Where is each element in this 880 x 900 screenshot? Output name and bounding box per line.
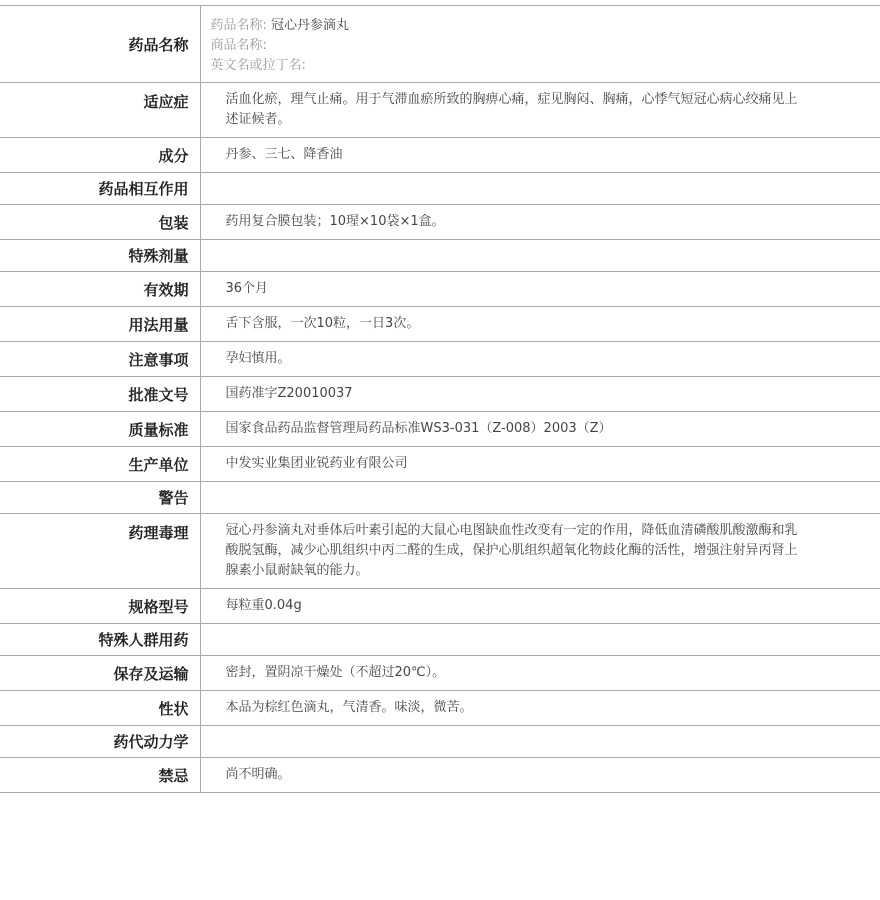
row-drug-name [0,6,880,83]
row-label: 特殊人群用药 [0,624,200,656]
row-label: 药品相互作用 [0,173,200,205]
row-label: 有效期 [0,272,200,307]
row-value [200,173,880,205]
row-expiry [0,272,880,307]
generic-name-line [211,16,801,36]
row-value: 尚不明确。 [200,758,880,793]
row-value: 冠心丹参滴丸对垂体后叶素引起的大鼠心电图缺血性改变有一定的作用，降低血清磷酸肌酸激酶和乳酸脱氢酶，减少心肌组织中丙二醛的生成，保护心肌组织超氧化物歧化酶的活性，增强注射异丙肾上腺素小鼠耐缺氧的能力。 [200,514,880,589]
generic-name-label: 药品名称: [210,18,267,33]
row-value: 丹参、三七、降香油 [200,138,880,173]
row-value [200,6,880,83]
row-pharmacology [0,514,880,589]
latin-name-line [211,56,801,76]
row-label: 性状 [0,691,200,726]
row-manufacturer [0,447,880,482]
row-value: 中发实业集团业锐药业有限公司 [200,447,880,482]
row-value: 活血化瘀，理气止痛。用于气滞血瘀所致的胸痹心痛，症见胸闷、胸痛，心悸气短冠心病心绞痛见上述证候者。 [200,83,880,138]
row-usage [0,307,880,342]
row-precautions [0,342,880,377]
drug-info-table [0,5,880,793]
row-contraindications [0,758,880,793]
row-value: 本品为棕红色滴丸，气清香。味淡，微苦。 [200,691,880,726]
row-label: 药理毒理 [0,514,200,589]
row-value [200,240,880,272]
row-value: 药用复合膜包装；10瑆×10袋×1盒。 [200,205,880,240]
row-label: 警告 [0,482,200,514]
row-label: 禁忌 [0,758,200,793]
row-special-populations [0,624,880,656]
row-value [200,624,880,656]
row-indications [0,83,880,138]
row-value: 每粒重0.04g [200,589,880,624]
row-value: 国药准字Z20010037 [200,377,880,412]
row-label: 保存及运输 [0,656,200,691]
row-label: 注意事项 [0,342,200,377]
row-approval-number [0,377,880,412]
row-value: 密封，置阴凉干燥处（不超过20℃）。 [200,656,880,691]
row-appearance [0,691,880,726]
row-label: 药代动力学 [0,726,200,758]
row-label: 适应症 [0,83,200,138]
generic-name-value: 冠心丹参滴丸 [271,18,350,33]
row-label: 特殊剂量 [0,240,200,272]
row-storage [0,656,880,691]
row-specification [0,589,880,624]
latin-name-label: 英文名或拉丁名: [210,58,306,73]
row-label: 包装 [0,205,200,240]
trade-name-line [211,36,801,56]
row-value [200,726,880,758]
row-label: 生产单位 [0,447,200,482]
row-package [0,205,880,240]
row-value: 舌下含服，一次10粒，一日3次。 [200,307,880,342]
row-value: 36个月 [200,272,880,307]
row-label: 药品名称 [0,6,200,83]
row-label: 规格型号 [0,589,200,624]
row-value: 孕妇慎用。 [200,342,880,377]
row-quality-standard [0,412,880,447]
row-label: 质量标准 [0,412,200,447]
row-label: 批准文号 [0,377,200,412]
row-label: 用法用量 [0,307,200,342]
trade-name-label: 商品名称: [210,38,267,53]
row-interactions [0,173,880,205]
row-ingredients [0,138,880,173]
row-value [200,482,880,514]
row-special-dosage [0,240,880,272]
row-value: 国家食品药品监督管理局药品标准WS3-031（Z-008）2003（Z） [200,412,880,447]
row-pharmacokinetics [0,726,880,758]
row-label: 成分 [0,138,200,173]
row-warning [0,482,880,514]
